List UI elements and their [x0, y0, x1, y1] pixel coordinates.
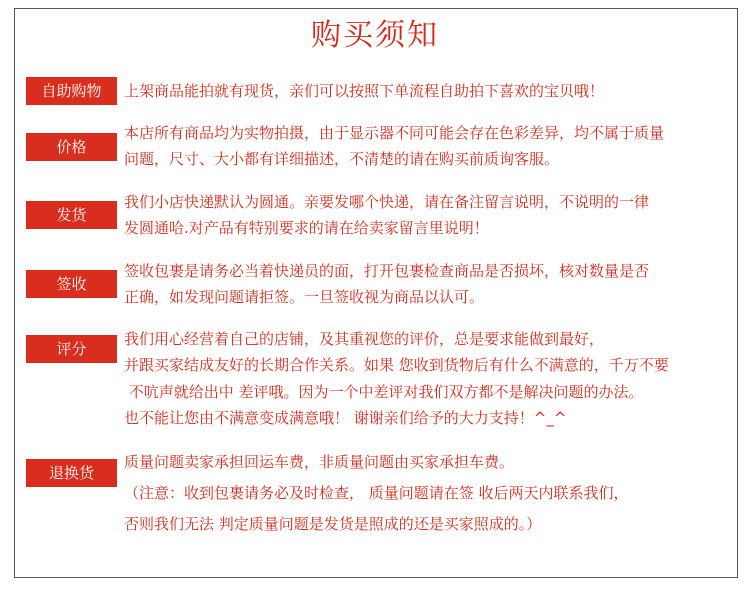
text-line: 不吭声就给出中 差评哦。因为一个中差评对我们双方都不是解决问题的办法。: [124, 382, 644, 401]
text-line: 质量问题卖家承担回运车费，非质量问题由买家承担车费。: [124, 453, 515, 471]
section-rating-text: [124, 326, 734, 431]
text-line: 发圆通哈.对产品有特别要求的请在给卖家留言里说明！: [124, 219, 489, 237]
section-returns-text: [124, 449, 734, 542]
label-rating: 评分: [26, 335, 117, 363]
label-receipt: 签收: [26, 270, 117, 298]
text-line: 我们小店快递默认为圆通。亲要发哪个快递，请在备注留言说明，不说明的一律: [124, 193, 650, 211]
text-line: 也不能让您由不满意变成满意哦！ 谢谢亲们给予的大力支持！^_^: [124, 408, 567, 427]
label-shipping: 发货: [26, 201, 117, 229]
section-self-service-text: [124, 78, 734, 104]
page-title: 购买须知: [311, 18, 439, 53]
text-line: 我们用心经营着自己的店铺，及其重视您的评价，总是要求能做到最好，: [124, 330, 605, 348]
label-self-service: 自助购物: [26, 77, 117, 105]
text-line: 本店所有商品均为实物拍摄，由于显示器不同可能会存在色彩差异，均不属于质量: [124, 124, 665, 142]
text-line: 并跟买家结成友好的长期合作关系。如果 您收到货物后有什么不满意的，千万不要: [124, 356, 669, 375]
text-line: 问题，尺寸、大小都有详细描述，不清楚的请在购买前质询客服。: [124, 150, 560, 168]
section-price-text: [124, 120, 734, 172]
text-line: 否则我们无法 判定质量问题是发货是照成的还是买家照成的。）: [124, 515, 542, 533]
section-receipt-text: [124, 258, 734, 310]
label-price: 价格: [26, 133, 117, 161]
label-returns: 退换货: [26, 459, 117, 487]
text-line: 正确，如发现问题请拒签。一旦签收视为商品以认可。: [124, 288, 485, 306]
text-line: 上架商品能拍就有现货，亲们可以按照下单流程自助拍下喜欢的宝贝哦！: [124, 82, 605, 100]
text-line: 签收包裹是请务必当着快递员的面，打开包裹检查商品是否损坏，核对数量是否: [124, 262, 650, 280]
section-shipping-text: [124, 189, 734, 241]
text-line: （注意：收到包裹请务必及时检查， 质量问题请在签 收后两天内联系我们，: [124, 484, 629, 502]
